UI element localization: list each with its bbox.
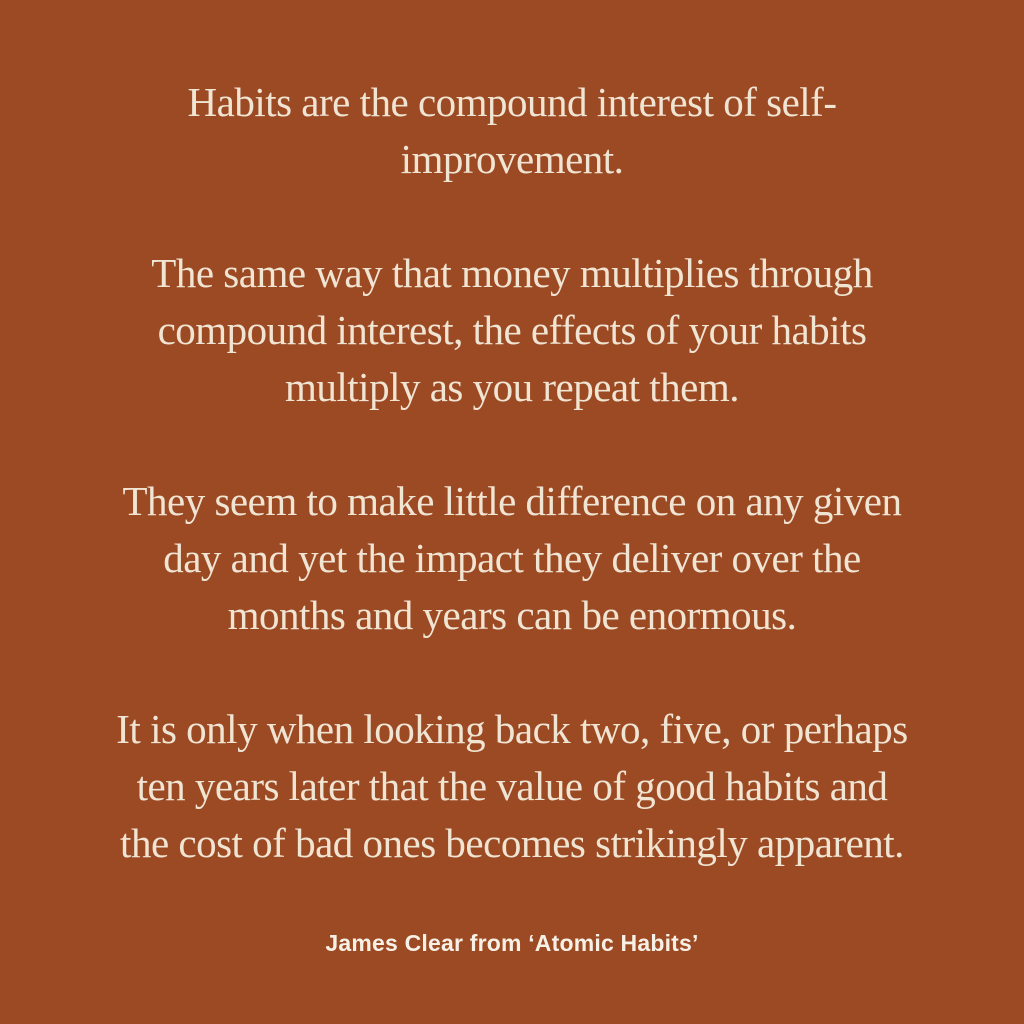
quote-paragraph-1 — [62, 74, 962, 188]
quote-paragraph-4 — [62, 701, 962, 872]
quote-paragraph-3 — [62, 473, 962, 644]
quote-line: the cost of bad ones becomes strikingly apparent. — [120, 820, 904, 866]
quote-line: It is only when looking back two, five, or perhaps — [116, 706, 908, 752]
quote-attribution: James Clear from ‘Atomic Habits’ — [325, 930, 699, 956]
quote-line: day and yet the impact they deliver over the — [163, 535, 861, 581]
quote-line: compound interest, the effects of your habits — [157, 307, 867, 353]
quote-line: Habits are the compound interest of self- — [187, 79, 837, 125]
quote-line: improvement. — [400, 136, 624, 182]
quote-text-block — [62, 74, 962, 957]
quote-line: ten years later that the value of good habits and — [136, 763, 888, 809]
quote-line: The same way that money multiplies through — [151, 250, 873, 296]
quote-line: multiply as you repeat them. — [285, 364, 739, 410]
quote-line: They seem to make little difference on any given — [122, 478, 902, 524]
quote-line: months and years can be enormous. — [227, 592, 797, 638]
quote-paragraph-2 — [62, 245, 962, 416]
